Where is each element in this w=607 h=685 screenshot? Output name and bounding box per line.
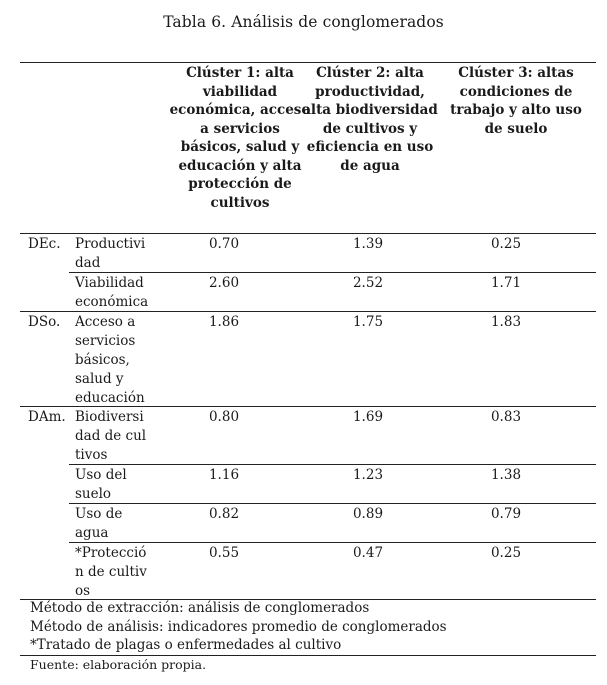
indicator-uso-suelo: Uso del suelo [75,467,127,502]
value-c3: 1.83 [490,314,522,330]
indicator-uso-agua: Uso de agua [75,506,123,541]
header-cluster-3: Clúster 3: altas condiciones de trabajo y alto uso de suelo [450,65,582,137]
source-note: Fuente: elaboración propia. [30,657,207,672]
value-c2: 1.75 [352,314,384,330]
value-c1: 2.60 [208,275,240,291]
group-label-dam: DAm. [28,409,66,425]
value-c2: 0.89 [352,506,384,522]
value-c3: 0.83 [490,409,522,425]
indicator-proteccion: *Protección de cultivos [75,545,147,599]
note-footnote: *Tratado de plagas o enfermedades al cultivo [30,637,342,653]
notes-rule [20,655,596,656]
value-c2: 1.23 [352,467,384,483]
top-rule [20,62,596,63]
row-rule [69,542,596,543]
indicator-productividad: Productividad [75,236,146,271]
value-c1: 1.16 [208,467,240,483]
header-cluster-1: Clúster 1: alta viabilidad económica, acceso a servicios básicos, salud y educación y alta protección de cultivos [169,65,311,211]
value-c1: 0.80 [208,409,240,425]
value-c3: 0.79 [490,506,522,522]
row-rule [69,503,596,504]
value-c2: 2.52 [352,275,384,291]
group-label-dec: DEc. [28,236,61,252]
value-c1: 0.82 [208,506,240,522]
value-c3: 1.71 [490,275,522,291]
indicator-acceso-servicios: Acceso a servicios básicos, salud y educación [75,314,145,406]
value-c3: 0.25 [490,236,522,252]
value-c3: 1.38 [490,467,522,483]
value-c2: 1.39 [352,236,384,252]
table-title: Tabla 6. Análisis de conglomerados [163,13,444,31]
group-label-dso: DSo. [28,314,61,330]
indicator-viabilidad: Viabilidad económica [75,275,149,310]
value-c1: 0.70 [208,236,240,252]
indicator-biodiversidad: Biodiversidad de cultivos [75,409,147,463]
header-rule [20,233,596,234]
value-c1: 0.55 [208,545,240,561]
note-extraction-method: Método de extracción: análisis de conglomerados [30,600,370,616]
value-c2: 0.47 [352,545,384,561]
note-analysis-method: Método de análisis: indicadores promedio de conglomerados [30,619,447,635]
value-c2: 1.69 [352,409,384,425]
value-c3: 0.25 [490,545,522,561]
value-c1: 1.86 [208,314,240,330]
header-cluster-2: Clúster 2: alta productividad, alta biodiversidad de cultivos y eficiencia en uso de agua [302,65,438,174]
